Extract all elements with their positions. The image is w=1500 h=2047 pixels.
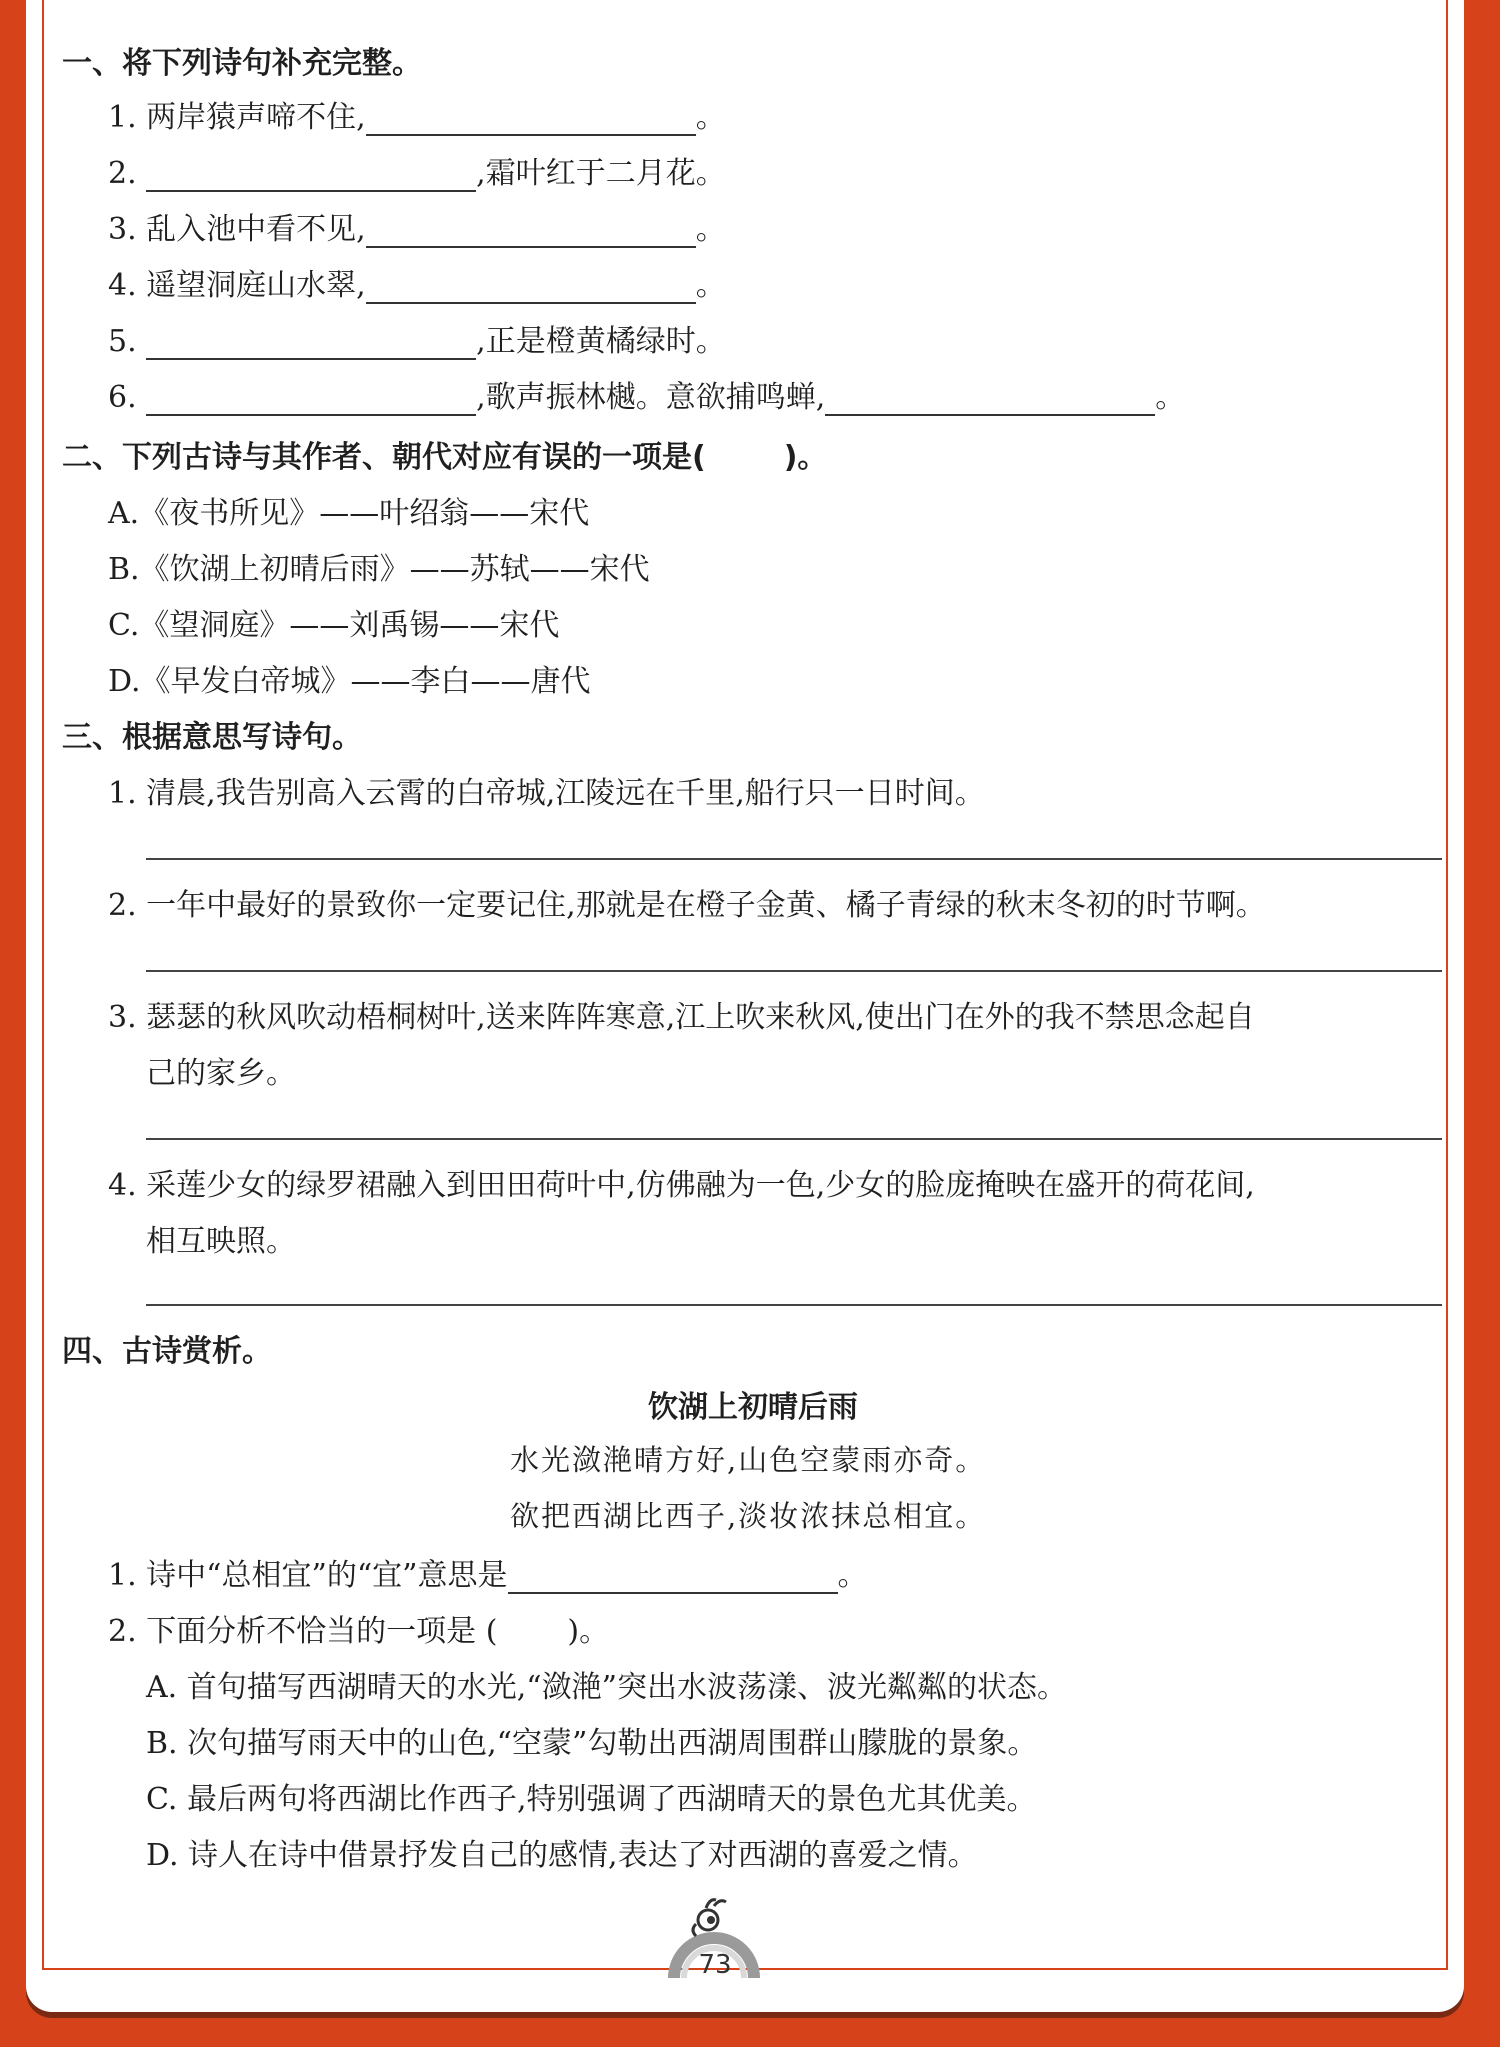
fill-item-2: 2. ,霜叶红于二月花。 [108, 156, 726, 191]
meaning-item-2: 2. 一年中最好的景致你一定要记住,那就是在橙子金黄、橘子青绿的秋末冬初的时节啊。 [108, 888, 1266, 923]
fill-item-1: 1. 两岸猿声啼不住, 。 [108, 100, 726, 135]
writing-line[interactable] [146, 1138, 1442, 1140]
answer-blank[interactable] [508, 1558, 838, 1594]
answer-blank[interactable] [366, 212, 696, 248]
choice-answer-slot[interactable] [706, 442, 784, 476]
meaning-item-1: 1. 清晨,我告别高入云霄的白帝城,江陵远在千里,船行只一日时间。 [108, 776, 985, 811]
section-4-heading: 四、古诗赏析。 [62, 1334, 272, 1369]
section-1-heading: 一、将下列诗句补充完整。 [62, 46, 422, 81]
page-number-badge [656, 1890, 776, 1980]
poem-line-1: 水光潋滟晴方好,山色空蒙雨亦奇。 [510, 1443, 987, 1477]
option-b: B.《饮湖上初晴后雨》——苏轼——宋代 [108, 552, 650, 587]
meaning-item-3: 3. 瑟瑟的秋风吹动梧桐树叶,送来阵阵寒意,江上吹来秋风,使出门在外的我不禁思念起自 [108, 1000, 1255, 1035]
q2-option-b: B. 次句描写雨天中的山色,“空蒙”勾勒出西湖周围群山朦胧的景象。 [146, 1726, 1038, 1761]
answer-blank[interactable] [146, 380, 476, 416]
poem-title: 饮湖上初晴后雨 [648, 1390, 858, 1425]
section-2-heading: 二、下列古诗与其作者、朝代对应有误的一项是( )。 [62, 440, 828, 475]
fill-item-5: 5. ,正是橙黄橘绿时。 [108, 324, 726, 359]
option-a: A.《夜书所见》——叶绍翁——宋代 [108, 496, 590, 531]
writing-line[interactable] [146, 858, 1442, 860]
page-number: 73 [698, 1950, 732, 1980]
option-c: C.《望洞庭》——刘禹锡——宋代 [108, 608, 560, 643]
q2-option-c: C. 最后两句将西湖比作西子,特别强调了西湖晴天的景色尤其优美。 [146, 1782, 1037, 1817]
answer-blank[interactable] [366, 268, 696, 304]
answer-blank[interactable] [825, 380, 1155, 416]
writing-line[interactable] [146, 970, 1442, 972]
analysis-q1: 1. 诗中“总相宜”的“宜”意思是 。 [108, 1558, 868, 1593]
writing-line[interactable] [146, 1304, 1442, 1306]
section-3-heading: 三、根据意思写诗句。 [62, 720, 362, 755]
poem-line-2: 欲把西湖比西子,淡妆浓抹总相宜。 [510, 1499, 987, 1533]
answer-blank[interactable] [366, 100, 696, 136]
answer-blank[interactable] [146, 156, 476, 192]
q2-option-d: D. 诗人在诗中借景抒发自己的感情,表达了对西湖的喜爱之情。 [146, 1838, 978, 1873]
meaning-item-4: 4. 采莲少女的绿罗裙融入到田田荷叶中,仿佛融为一色,少女的脸庞掩映在盛开的荷花间, [108, 1168, 1255, 1203]
answer-blank[interactable] [146, 324, 476, 360]
worksheet-page [26, 0, 1464, 2012]
meaning-item-3-cont: 己的家乡。 [146, 1056, 296, 1091]
choice-answer-slot[interactable] [497, 1616, 567, 1650]
meaning-item-4-cont: 相互映照。 [146, 1224, 296, 1259]
fill-item-4: 4. 遥望洞庭山水翠, 。 [108, 268, 726, 303]
analysis-q2: 2. 下面分析不恰当的一项是 ( )。 [108, 1614, 610, 1649]
option-d: D.《早发白帝城》——李白——唐代 [108, 664, 591, 699]
q2-option-a: A. 首句描写西湖晴天的水光,“潋滟”突出水波荡漾、波光粼粼的状态。 [146, 1670, 1067, 1705]
fill-item-6: 6. ,歌声振林樾。意欲捕鸣蝉, 。 [108, 380, 1186, 415]
fill-item-3: 3. 乱入池中看不见, 。 [108, 212, 726, 247]
